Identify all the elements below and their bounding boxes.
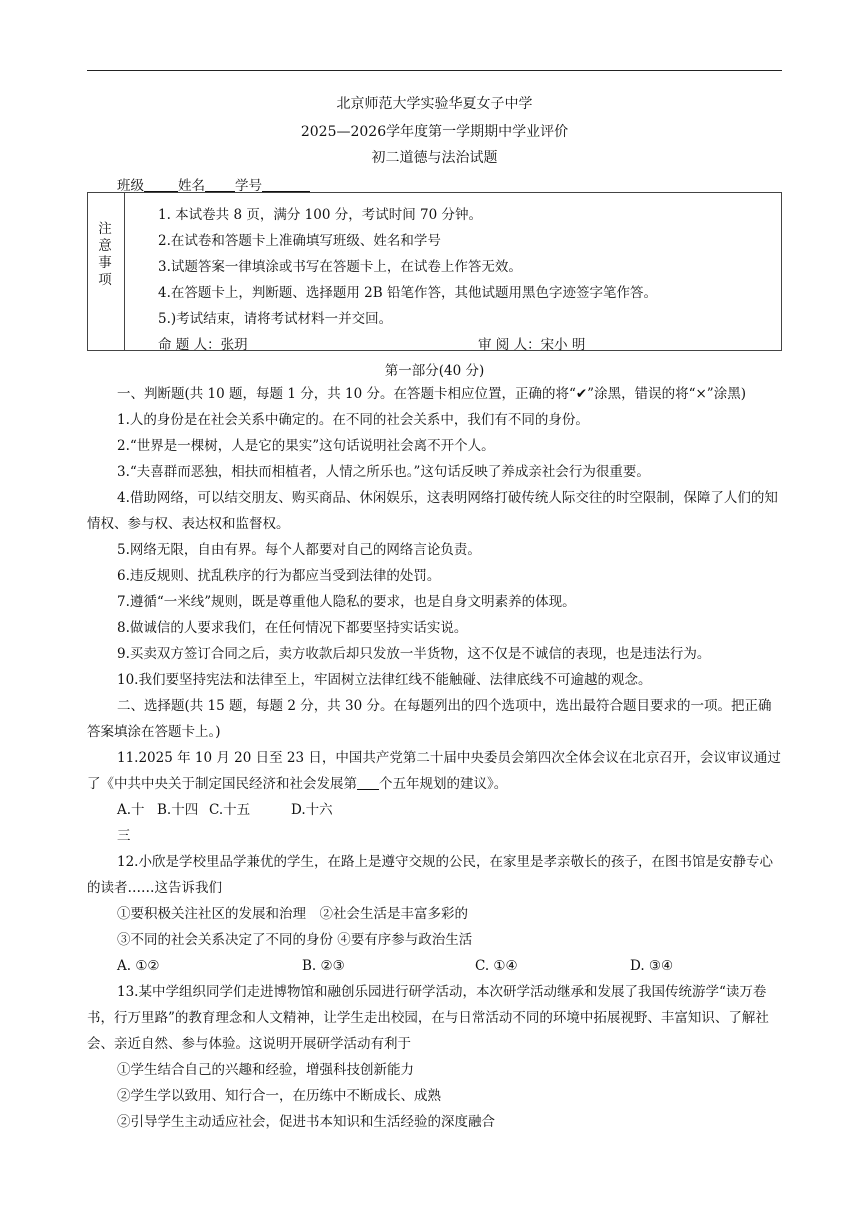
q13-statement-line: ②引导学生主动适应社会，促进书本知识和生活经验的深度融合: [117, 1114, 495, 1130]
q13-statement-line: ②学生学以致用、知行合一，在历练中不断成长、成熟: [117, 1088, 441, 1104]
judge-item: 6.违反规则、扰乱秩序的行为都应当受到法律的处罚。: [117, 568, 441, 584]
judge-item: 2.“世界是一棵树，人是它的果实”这句话说明社会离不开个人。: [117, 438, 495, 454]
subject-title: 初二道德与法治试题: [371, 150, 498, 166]
name-blank[interactable]: [205, 177, 235, 192]
question-11-stem: [87, 745, 782, 797]
q12-statement-line: ①要积极关注社区的发展和治理 ②社会生活是丰富多彩的: [117, 906, 468, 922]
name-label: 姓名: [178, 178, 205, 194]
id-label: 学号: [235, 178, 262, 194]
judge-item: 10.我们要坚持宪法和法律至上，牢固树立法律红线不能触碰、法律底线不可逾越的观念。: [117, 672, 652, 688]
part-title: 第一部分(40 分): [384, 363, 485, 379]
notice-item: 1. 本试卷共 8 页，满分 100 分，考试时间 70 分钟。: [158, 207, 482, 223]
id-blank[interactable]: [262, 177, 310, 192]
q12-option-a[interactable]: A. ①②: [117, 958, 160, 974]
q11-stem-part-b: 个五年规划的建议》。: [379, 776, 508, 792]
question-12-stem: 12.小欣是学校里品学兼优的学生，在路上是遵守交规的公民，在家里是孝亲敬长的孩子，在图书馆是安静专心的读者……这告诉我们: [87, 854, 773, 896]
school-name: 北京师范大学实验华夏女子中学: [336, 96, 533, 112]
q11-option-a[interactable]: A.十三: [117, 802, 145, 844]
q12-option-c[interactable]: C. ①④: [475, 958, 518, 974]
question-13-stem: 13.某中学组织同学们走进博物馆和融创乐园进行研学活动，本次研学活动继承和发展了我国传统游学“读万卷书，行万里路”的教育理念和人文精神，让学生走出校园，在与日常活动不同的环境中拓展视野、丰富知识、了解社会、亲近自然、参与体验。这说明开展研学活动有利于: [87, 984, 769, 1052]
notice-box: [87, 192, 782, 351]
judge-item: 3.“夫喜群而恶独，相扶而相植者，人情之所乐也。”这句话反映了养成亲社会行为很重要。: [117, 464, 650, 480]
judge-intro: 一、判断题(共 10 题，每题 1 分，共 10 分。在答题卡相应位置，正确的将“✔”涂黑，错误的将“×”涂黑): [117, 386, 746, 402]
q11-option-d[interactable]: D.十六: [291, 802, 333, 818]
notice-item: 4.在答题卡上，判断题、选择题用 2B 铅笔作答，其他试题用黑色字迹签字笔作答。: [158, 285, 657, 301]
term-title: 2025—2026学年度第一学期期中学业评价: [300, 124, 569, 140]
judge-item: 9.买卖双方签订合同之后，卖方收款后却只发放一半货物，这不仅是不诚信的表现，也是违法行为。: [117, 646, 711, 662]
author-line: 命 题 人：张玥: [158, 337, 248, 353]
q11-option-b[interactable]: B.十四: [157, 802, 199, 818]
judge-item: 1.人的身份是在社会关系中确定的。在不同的社会关系中，我们有不同的身份。: [117, 412, 589, 428]
top-rule: [87, 70, 782, 71]
notice-item: 2.在试卷和答题卡上准确填写班级、姓名和学号: [158, 233, 441, 249]
judge-item: 4.借助网络，可以结交朋友、购买商品、休闲娱乐，这表明网络打破传统人际交往的时空限制，保障了人们的知情权、参与权、表达权和监督权。: [87, 490, 778, 532]
q11-options: [87, 797, 782, 849]
student-info-line: [117, 174, 310, 194]
notice-heading: 注意事项: [98, 221, 112, 288]
q12-options: [87, 953, 782, 979]
q13-statement-line: ①学生结合自己的兴趣和经验，增强科技创新能力: [117, 1062, 414, 1078]
notice-heading-cell: [88, 193, 125, 350]
question-body: [87, 381, 782, 1135]
q12-statement-line: ③不同的社会关系决定了不同的身份 ④要有序参与政治生活: [117, 932, 473, 948]
class-label: 班级: [117, 178, 144, 194]
choice-intro: 二、选择题(共 15 题，每题 2 分，共 30 分。在每题列出的四个选项中，选出最符合题目要求的一项。把正确答案填涂在答题卡上。): [87, 698, 772, 740]
q12-option-b[interactable]: B. ②③: [302, 958, 345, 974]
q12-option-d[interactable]: D. ③④: [630, 958, 674, 974]
q11-option-c[interactable]: C.十五: [209, 802, 251, 818]
notice-item: 5.)考试结束，请将考试材料一并交回。: [158, 311, 393, 327]
judge-item: 8.做诚信的人要求我们，在任何情况下都要坚持实话实说。: [117, 620, 468, 636]
reviewer-line: 审 阅 人：宋小 明: [478, 337, 586, 353]
judge-item: 5.网络无限，自由有界。每个人都要对自己的网络言论负责。: [117, 542, 481, 558]
q11-answer-blank: [357, 775, 379, 790]
class-blank[interactable]: [144, 177, 178, 192]
q11-stem-part-a: 11.2025 年 10 月 20 日至 23 日，中国共产党第二十届中央委员会第四次全体会议在北京召开，会议审议通过了《中共中央关于制定国民经济和社会发展第: [87, 750, 781, 792]
notice-item: 3.试题答案一律填涂或书写在答题卡上，在试卷上作答无效。: [158, 259, 522, 275]
judge-item: 7.遵循“一米线”规则，既是尊重他人隐私的要求，也是自身文明素养的体现。: [117, 594, 576, 610]
